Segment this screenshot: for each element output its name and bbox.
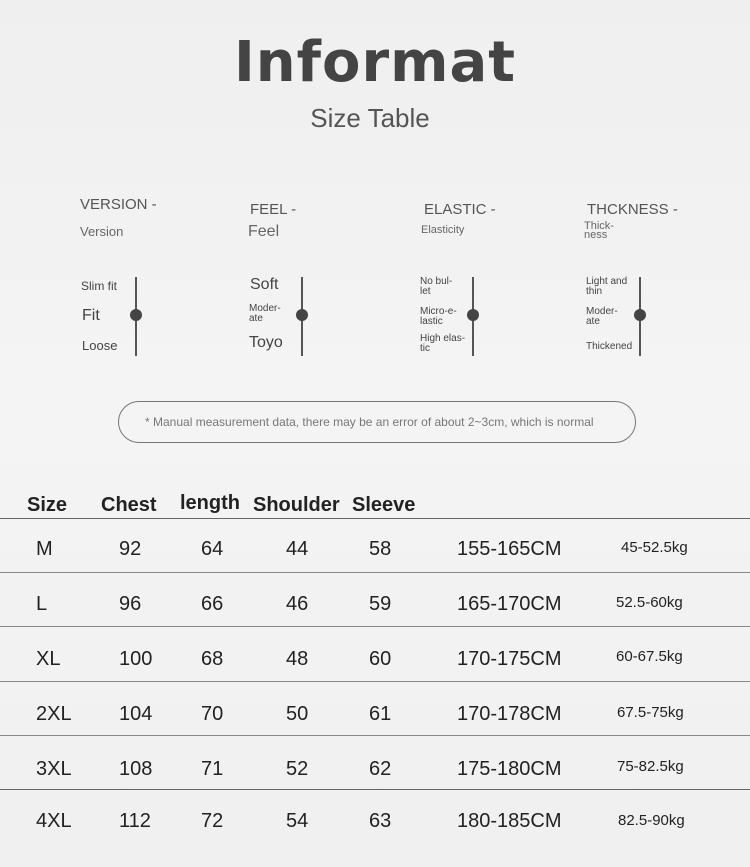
- measurement-note: * Manual measurement data, there may be an error of about 2~3cm, which is normal: [118, 401, 636, 443]
- elastic-level-mid: Micro-e- lastic: [420, 306, 457, 327]
- table-row: [0, 538, 750, 564]
- cell-height: 170-178CM: [457, 703, 562, 725]
- thickness-sub: Thick- ness: [584, 220, 614, 242]
- cell-length: 66: [201, 593, 224, 615]
- cell-length: 72: [201, 810, 224, 832]
- table-row: [0, 703, 750, 729]
- page-subtitle: Size Table: [310, 103, 430, 133]
- version-level-mid: Fit: [82, 307, 100, 324]
- cell-size: XL: [36, 648, 61, 670]
- cell-size: 3XL: [36, 758, 72, 780]
- table-divider: [0, 572, 750, 573]
- cell-weight: 45-52.5kg: [621, 539, 688, 556]
- page-title: Informat: [233, 30, 517, 95]
- cell-size: M: [36, 538, 53, 560]
- feel-level-bottom: Toyo: [249, 334, 283, 351]
- table-row: [0, 593, 750, 619]
- thickness-scale-marker: [634, 309, 646, 321]
- cell-weight: 67.5-75kg: [617, 704, 684, 721]
- feel-level-top: Soft: [250, 276, 279, 293]
- thickness-heading: THCKNESS -: [587, 201, 678, 218]
- cell-weight: 52.5-60kg: [616, 594, 683, 611]
- cell-height: 180-185CM: [457, 810, 562, 832]
- cell-length: 70: [201, 703, 224, 725]
- table-row: [0, 648, 750, 674]
- cell-chest: 100: [119, 648, 153, 670]
- cell-shoulder: 54: [286, 810, 309, 832]
- cell-size: 2XL: [36, 703, 72, 725]
- cell-weight: 82.5-90kg: [618, 812, 685, 829]
- cell-height: 155-165CM: [457, 538, 562, 560]
- cell-chest: 92: [119, 538, 142, 560]
- elastic-level-bottom: High elas- tic: [420, 333, 466, 354]
- cell-height: 170-175CM: [457, 648, 562, 670]
- version-heading: VERSION -: [80, 196, 157, 213]
- cell-chest: 112: [119, 810, 151, 832]
- feel-scale-marker: [296, 309, 308, 321]
- cell-chest: 108: [119, 758, 153, 780]
- version-scale-marker: [130, 309, 142, 321]
- table-row: [0, 758, 750, 784]
- cell-chest: 104: [119, 703, 153, 725]
- version-level-bottom: Loose: [82, 338, 118, 353]
- cell-size: L: [36, 593, 48, 615]
- elastic-sub: Elasticity: [421, 224, 465, 236]
- version-level-top: Slim fit: [81, 279, 117, 293]
- header-sleeve: Sleeve: [352, 494, 416, 516]
- version-sub: Version: [80, 224, 124, 239]
- feel-heading: FEEL -: [250, 201, 297, 218]
- table-divider: [0, 735, 750, 736]
- cell-shoulder: 46: [286, 593, 309, 615]
- header-size: Size: [27, 494, 68, 516]
- cell-length: 71: [201, 758, 224, 780]
- elastic-level-top: No bul- let: [420, 276, 453, 297]
- header-shoulder: Shoulder: [253, 494, 340, 516]
- feel-sub: Feel: [248, 223, 280, 240]
- header-chest: Chest: [101, 494, 157, 516]
- elastic-heading: ELASTIC -: [424, 201, 496, 218]
- cell-sleeve: 58: [369, 538, 392, 560]
- table-divider: [0, 681, 750, 682]
- cell-weight: 60-67.5kg: [616, 648, 683, 665]
- table-divider: [0, 626, 750, 627]
- cell-sleeve: 62: [369, 758, 392, 780]
- thickness-level-mid: Moder- ate: [586, 306, 618, 327]
- table-divider: [0, 789, 750, 790]
- table-row: [0, 810, 750, 836]
- cell-length: 68: [201, 648, 224, 670]
- cell-sleeve: 59: [369, 593, 392, 615]
- table-divider: [0, 518, 750, 519]
- cell-chest: 96: [119, 593, 142, 615]
- cell-shoulder: 52: [286, 758, 309, 780]
- feel-level-mid: Moder- ate: [249, 303, 281, 324]
- cell-size: 4XL: [36, 810, 72, 832]
- cell-sleeve: 63: [369, 810, 392, 832]
- cell-height: 175-180CM: [457, 758, 562, 780]
- cell-shoulder: 50: [286, 703, 309, 725]
- cell-length: 64: [201, 538, 224, 560]
- cell-shoulder: 48: [286, 648, 309, 670]
- elastic-scale-marker: [467, 309, 479, 321]
- cell-height: 165-170CM: [457, 593, 562, 615]
- thickness-level-bottom: Thickened: [586, 341, 633, 352]
- header-length: length: [180, 492, 240, 514]
- cell-sleeve: 61: [369, 703, 392, 725]
- cell-weight: 75-82.5kg: [617, 758, 684, 775]
- cell-shoulder: 44: [286, 538, 309, 560]
- thickness-level-top: Light and thin: [586, 276, 628, 297]
- cell-sleeve: 60: [369, 648, 392, 670]
